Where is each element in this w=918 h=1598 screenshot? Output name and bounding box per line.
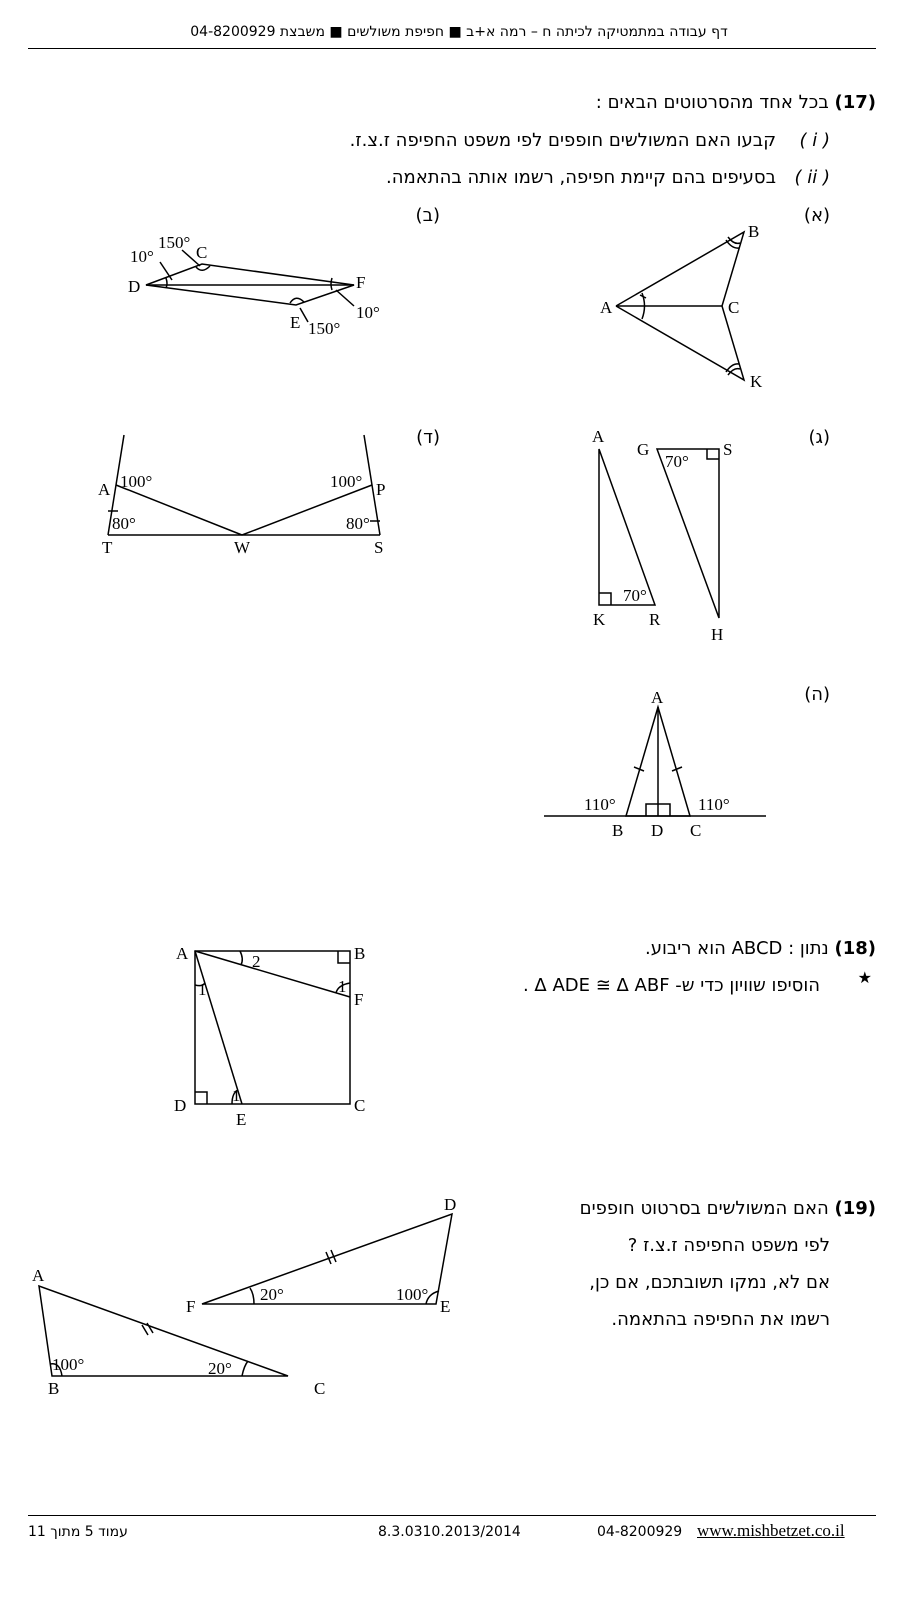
fig-h-label-d: D (651, 821, 664, 840)
figure-q19 (22, 1188, 472, 1408)
figure-g (585, 425, 755, 650)
q18-number: (18) (834, 938, 876, 959)
fig-a-label-k: K (750, 372, 763, 391)
fig-d-ang-80a: 80° (112, 514, 136, 533)
fig-b-label-f: F (356, 273, 366, 292)
fig-q18-label-a: A (176, 944, 189, 963)
fig-g-label-k: K (593, 610, 606, 629)
fig-g-triangle-akr (599, 449, 655, 605)
figure-d (90, 425, 400, 565)
fig-g-right-s (707, 449, 719, 459)
figure-b (120, 228, 420, 343)
fig-b-arrow-f (336, 290, 354, 306)
page-header: דף עבודה במתמטיקה לכיתה ח – רמה א+ב ■ חפיפת משולשים ■ משבצת 04-8200929 (190, 24, 728, 40)
fig-a-label-c: C (728, 298, 740, 317)
q17-label-d: (ד) (416, 427, 440, 448)
fig-b-label-c: C (196, 243, 208, 262)
fig-q18-num-1b: 1 (338, 977, 347, 996)
q19-text-2: לפי משפט החפיפה ז.צ.ז ? (627, 1235, 830, 1256)
fig-q18-num-1c: 1 (232, 1086, 241, 1105)
fig-g-label-a: A (592, 427, 605, 446)
figure-h (540, 685, 775, 845)
q18-text-2: הוסיפו שוויון כדי ש- Δ ADE ≅ Δ ABF . (522, 975, 820, 996)
q17-label-a: (א) (803, 205, 830, 226)
fig-d-label-s: S (374, 538, 384, 557)
fig-q19-ang-20a: 20° (208, 1359, 232, 1378)
fig-d-ang-100b: 100° (330, 472, 363, 491)
fig-h-ang-110a: 110° (584, 795, 616, 814)
fig-b-ang-150b: 150° (308, 319, 341, 338)
fig-h-label-a: A (651, 688, 664, 707)
fig-h-label-b: B (612, 821, 624, 840)
fig-g-label-h: H (711, 625, 724, 644)
q17-i-mark: ( i ) (799, 130, 830, 151)
fig-q19-ang-20b: 20° (260, 1285, 284, 1304)
fig-b-angle-c (196, 266, 210, 270)
fig-b-arrow-e (300, 308, 308, 322)
figure-a (580, 215, 800, 400)
q17-ii-text: בסעיפים בהם קיימת חפיפה, רשמו אותה בהתאמה. (386, 167, 776, 188)
fig-q19-arc-c (242, 1361, 248, 1376)
q19-text-4: רשמו את החפיפה בהתאמה. (611, 1309, 830, 1330)
q18-text-1: נתון : ABCD הוא ריבוע. (644, 938, 829, 959)
fig-b-angle-d (166, 278, 167, 288)
fig-b-ang-10a: 10° (130, 247, 154, 266)
q19-line1 (580, 1198, 876, 1219)
fig-d-ang-80b: 80° (346, 514, 370, 533)
q17-label-h: (ה) (804, 684, 830, 705)
header-divider (28, 48, 876, 49)
fig-q19-label-c: C (314, 1379, 326, 1398)
fig-h-label-c: C (690, 821, 702, 840)
q17-label-b: (ב) (415, 205, 440, 226)
footer-divider (28, 1515, 876, 1516)
fig-g-label-r: R (649, 610, 661, 629)
q17-number: (17) (834, 92, 876, 113)
q19-number: (19) (834, 1198, 876, 1219)
q17-ii-mark: ( ii ) (794, 167, 830, 188)
fig-g-label-g: G (637, 440, 650, 459)
fig-g-label-s: S (723, 440, 733, 459)
fig-d-label-a: A (98, 480, 111, 499)
fig-d-label-t: T (102, 538, 113, 557)
fig-q19-arc-f (250, 1288, 254, 1304)
fig-d-label-w: W (234, 538, 251, 557)
fig-g-right-k (599, 593, 611, 605)
footer-site-link[interactable]: www.mishbetzet.co.il (697, 1521, 845, 1540)
fig-g-ang-70b: 70° (665, 452, 689, 471)
fig-q18-label-e: E (236, 1110, 247, 1129)
fig-q19-label-a: A (32, 1266, 45, 1285)
figure-q18 (168, 935, 383, 1135)
q18-star-icon: ★ (857, 970, 872, 987)
fig-q19-label-f: F (186, 1297, 196, 1316)
fig-q18-label-d: D (174, 1096, 187, 1115)
footer-page: עמוד 5 מתוך 11 (28, 1524, 128, 1540)
fig-q18-ae (195, 951, 242, 1104)
fig-q19-label-d: D (444, 1195, 457, 1214)
fig-q19-label-e: E (440, 1297, 451, 1316)
fig-q18-label-b: B (354, 944, 366, 963)
fig-q18-num-1a: 1 (198, 980, 207, 999)
footer-code: 8.3.0310.2013/2014 (378, 1524, 521, 1540)
fig-q19-tick-ac-1 (142, 1325, 148, 1335)
fig-a-label-b: B (748, 222, 760, 241)
fig-q18-right-d (195, 1092, 207, 1104)
fig-d-label-p: P (376, 480, 386, 499)
fig-b-angle-f (331, 278, 332, 290)
fig-q18-label-c: C (354, 1096, 366, 1115)
fig-q19-ang-100a: 100° (52, 1355, 85, 1374)
q17-label-g: (ג) (808, 427, 830, 448)
fig-q18-label-f: F (354, 990, 364, 1009)
fig-q19-label-b: B (48, 1379, 60, 1398)
fig-q18-af (195, 951, 350, 997)
q17-intro (596, 92, 876, 113)
fig-b-ang-150a: 150° (158, 233, 191, 252)
fig-d-ang-100a: 100° (120, 472, 153, 491)
fig-g-ang-70a: 70° (623, 586, 647, 605)
fig-q18-arc-2 (240, 951, 242, 965)
q17-intro-text: בכל אחד מהסרטוטים הבאים : (595, 92, 829, 113)
footer-phone: 04-8200929 (597, 1524, 683, 1540)
fig-q18-right-b (338, 951, 350, 963)
q19-text-1: האם המשולשים בסרטוט חופפים (579, 1198, 829, 1219)
fig-b-ang-10b: 10° (356, 303, 380, 322)
fig-b-label-d: D (128, 277, 141, 296)
q17-i-text: קבעו האם המשולשים חופפים לפי משפט החפיפה ז.צ.ז. (349, 130, 776, 151)
fig-q18-num-2: 2 (252, 952, 261, 971)
fig-h-ang-110b: 110° (698, 795, 730, 814)
fig-g-triangle-gsh (657, 449, 719, 618)
q18-line1 (645, 938, 876, 959)
fig-q19-tick-ac-2 (147, 1323, 153, 1333)
fig-a-label-a: A (600, 298, 613, 317)
fig-b-label-e: E (290, 313, 301, 332)
q19-text-3: אם לא, נמקו תשובתכם, אם כן, (589, 1272, 830, 1293)
fig-q19-ang-100b: 100° (396, 1285, 429, 1304)
